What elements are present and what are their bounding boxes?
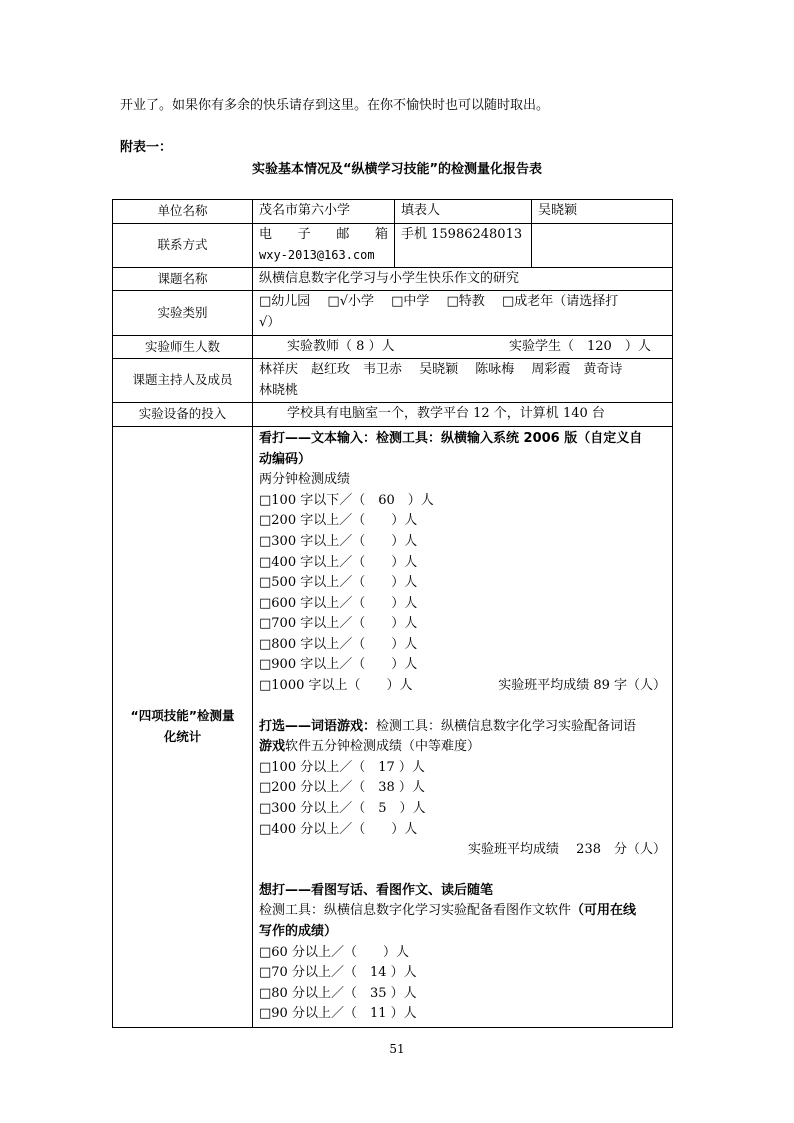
table-row — [113, 267, 673, 291]
count-value — [253, 335, 673, 359]
list-item: □1000 字以上（ ）人 — [259, 678, 413, 694]
table-row — [113, 291, 673, 335]
list-item: □80 分以上／（ 35 ）人 — [259, 985, 417, 1001]
section3-tool-cont: 写作的成绩） — [259, 924, 338, 939]
section3-tool: 检测工具：纵横信息数字化学习实验配备看图作文软件（可用在线 — [259, 903, 637, 919]
equipment-label: 实验设备的投入 — [113, 403, 253, 427]
list-item: □400 字以上／（ ）人 — [259, 554, 418, 570]
skills-label: “四项技能”检测量 化统计 — [113, 426, 253, 1027]
section2-heading-cont: 游戏软件五分钟检测成绩（中等难度） — [259, 739, 481, 755]
section2-average: 实验班平均成绩 238 分（人） — [468, 842, 666, 858]
list-item: □500 字以上／（ ）人 — [259, 575, 418, 591]
category-value: □幼儿园 □√小学 □中学 □特教 □成老年（请选择打 √） — [253, 291, 673, 335]
unit-label: 单位名称 — [113, 200, 253, 224]
list-item: □800 字以上／（ ）人 — [259, 636, 418, 652]
list-item: □70 分以上／（ 14 ）人 — [259, 965, 417, 981]
list-item: □90 分以上／（ 11 ）人 — [259, 1006, 417, 1022]
empty-cell — [532, 223, 673, 267]
section1-heading-cont: 动编码） — [259, 451, 312, 467]
section1-last-row — [259, 676, 666, 697]
section2-heading: 打选——词语游戏：检测工具：纵横信息数字化学习实验配备词语 — [259, 718, 637, 734]
table-row — [113, 200, 673, 224]
list-item: □100 字以下／（ 60 ）人 — [259, 492, 434, 508]
list-item: □200 字以上／（ ）人 — [259, 513, 418, 529]
section1-sub: 两分钟检测成绩 — [259, 472, 351, 488]
student-count: 实验学生（ 120 ）人 — [509, 338, 651, 354]
intro-paragraph: 开业了。如果你有多余的快乐请存到这里。在你不愉快时也可以随时取出。 — [120, 98, 550, 113]
list-item: □600 字以上／（ ）人 — [259, 595, 418, 611]
email-cell — [253, 223, 395, 267]
equipment-value: 学校具有电脑室一个，教学平台 12 个，计算机 140 台 — [253, 403, 673, 427]
page-number: 51 — [389, 1042, 405, 1056]
teacher-count: 实验教师（ 8 ）人 — [287, 338, 395, 354]
list-item: □700 字以上／（ ）人 — [259, 616, 418, 632]
report-table — [112, 199, 673, 1028]
list-item: □400 分以上／（ ）人 — [259, 821, 418, 837]
table-row — [113, 359, 673, 403]
skills-content — [253, 426, 673, 1027]
count-label: 实验师生人数 — [113, 335, 253, 359]
host-members: 林祥庆 赵红玫 韦卫赤 吴晓颖 陈咏梅 周彩霞 黄奇诗 林晓桃 — [253, 359, 673, 403]
topic-value: 纵横信息数字化学习与小学生快乐作文的研究 — [253, 267, 673, 291]
table-row — [113, 335, 673, 359]
list-item: □300 分以上／（ 5 ）人 — [259, 801, 426, 817]
table-title: 实验基本情况及“纵横学习技能”的检测量化报告表 — [251, 162, 543, 177]
appendix-label: 附表一： — [120, 140, 173, 155]
email-value: wxy-2013@163.com — [259, 248, 375, 263]
table-row — [113, 223, 673, 267]
list-item: □60 分以上／（ ）人 — [259, 944, 409, 960]
filler-value: 吴晓颖 — [532, 200, 673, 224]
email-label: 电 子 邮 箱 — [259, 226, 388, 242]
section1-heading: 看打——文本输入：检测工具：纵横输入系统 2006 版（自定义自 — [259, 430, 643, 446]
table-row — [113, 426, 673, 1027]
list-item: □900 字以上／（ ）人 — [259, 657, 418, 673]
section3-heading: 想打——看图写话、看图作文、读后随笔 — [259, 882, 494, 898]
filler-label: 填表人 — [395, 200, 532, 224]
contact-label: 联系方式 — [113, 223, 253, 267]
list-item: □300 字以上／（ ）人 — [259, 533, 418, 549]
category-label: 实验类别 — [113, 291, 253, 335]
phone-value: 手机 15986248013 — [395, 223, 532, 267]
table-row — [113, 403, 673, 427]
list-item: □200 分以上／（ 38 ）人 — [259, 780, 425, 796]
list-item: □100 分以上／（ 17 ）人 — [259, 759, 425, 775]
unit-value: 茂名市第六小学 — [253, 200, 395, 224]
topic-label: 课题名称 — [113, 267, 253, 291]
section1-average: 实验班平均成绩 89 字（人） — [498, 678, 666, 694]
host-label: 课题主持人及成员 — [113, 359, 253, 403]
